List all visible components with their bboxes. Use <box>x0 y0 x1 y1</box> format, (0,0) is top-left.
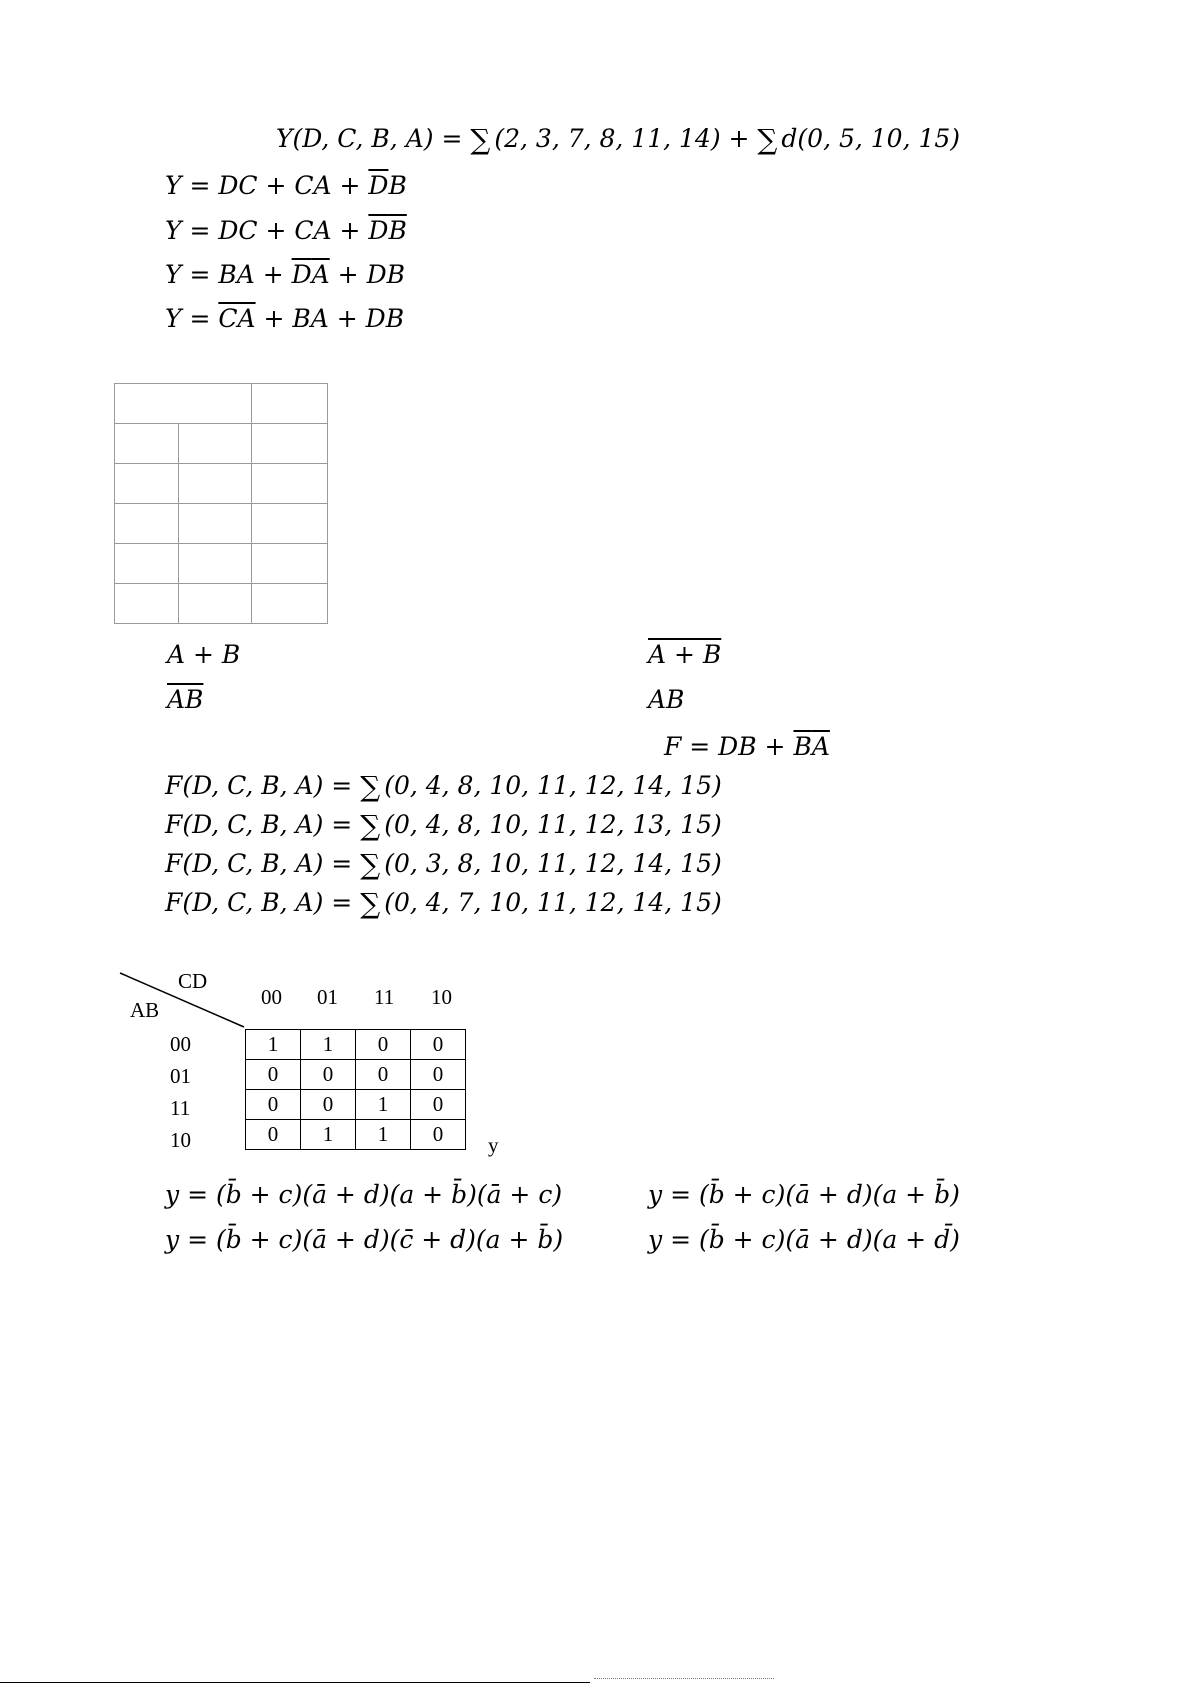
table-row <box>246 1030 466 1060</box>
q4-option-a: y = (b̄ + c)(ā + d)(a + b̄)(ā + c) <box>165 1180 563 1209</box>
q4-option-d: y = (b̄ + c)(ā + d)(a + d̄) <box>648 1225 960 1254</box>
footer-rule <box>0 1682 590 1683</box>
kmap-cell: 0 <box>356 1060 411 1090</box>
table-row <box>246 1090 466 1120</box>
q1-option-a: Y = DC + CA + $\overline{D}B$ <box>165 171 407 200</box>
kmap-row-header: 01 <box>170 1064 191 1088</box>
q1-option-b: Y = DC + CA + $\overline{D}\overline{B}$ <box>165 216 407 245</box>
table-row <box>115 584 328 624</box>
kmap-cell: 0 <box>411 1060 466 1090</box>
table-row <box>115 504 328 544</box>
sigma-icon: ∑ <box>757 123 778 156</box>
kmap-col-header: 00 <box>261 985 282 1009</box>
q2-option-c: $\overline{AB}$ <box>167 685 204 714</box>
q1-statement-lhs: Y(D, C, B, A) = <box>276 124 471 153</box>
kmap-cell: 1 <box>246 1030 301 1060</box>
kmap-cell: 0 <box>301 1060 356 1090</box>
sigma-icon: ∑ <box>360 887 381 920</box>
q2-option-d: AB <box>648 685 685 714</box>
kmap-cell: 0 <box>246 1090 301 1120</box>
q3-option-b: F(D, C, B, A) = ∑ (0, 4, 8, 10, 11, 12, 13, 15) <box>165 809 722 842</box>
karnaugh-map <box>118 965 518 1165</box>
q3-option-a: F(D, C, B, A) = ∑ (0, 4, 8, 10, 11, 12, 14, 15) <box>165 770 722 803</box>
kmap-cell: 0 <box>411 1120 466 1150</box>
kmap-cell: 0 <box>411 1090 466 1120</box>
kmap-col-header: 11 <box>374 985 395 1009</box>
kmap-column-variable: CD <box>178 969 208 993</box>
kmap-cell: 1 <box>356 1090 411 1120</box>
q3-given-function: F = DB + $\overline{B}\overline{A}$ <box>664 732 830 761</box>
kmap-col-header: 01 <box>317 985 338 1009</box>
kmap-row-header: 10 <box>170 1128 191 1152</box>
kmap-cell: 1 <box>356 1120 411 1150</box>
q2-option-a: A + B <box>167 640 241 669</box>
q1-statement <box>276 123 961 156</box>
kmap-row-header: 00 <box>170 1032 191 1056</box>
sigma-icon: ∑ <box>470 123 491 156</box>
q4-option-c: y = (b̄ + c)(ā + d)(c̄ + d)(a + b̄) <box>165 1225 564 1254</box>
kmap-col-header: 10 <box>431 985 452 1009</box>
sigma-icon: ∑ <box>360 848 381 881</box>
q1-option-c: Y = BA + $\overline{D}\overline{A}$ + DB <box>165 260 405 289</box>
kmap-row-variable: AB <box>130 998 160 1022</box>
q1-statement-minterms: (2, 3, 7, 8, 11, 14) + <box>494 124 758 153</box>
kmap-output-label: y <box>488 1133 499 1157</box>
kmap-cell: 0 <box>246 1120 301 1150</box>
table-row <box>246 1120 466 1150</box>
kmap-row-header: 11 <box>170 1096 191 1120</box>
sigma-icon: ∑ <box>360 809 381 842</box>
q3-option-c: F(D, C, B, A) = ∑ (0, 3, 8, 10, 11, 12, 14, 15) <box>165 848 722 881</box>
table-row <box>115 464 328 504</box>
table-row <box>115 384 328 424</box>
table-row <box>246 1060 466 1090</box>
kmap-cell: 1 <box>301 1120 356 1150</box>
kmap-grid <box>245 1029 466 1150</box>
q3-option-d: F(D, C, B, A) = ∑ (0, 4, 7, 10, 11, 12, 14, 15) <box>165 887 722 920</box>
q1-option-d: $Y = \overline{C}\overline{A}$ + BA + DB <box>165 304 405 333</box>
truth-table <box>114 383 328 624</box>
table-row <box>115 424 328 464</box>
sigma-icon: ∑ <box>360 770 381 803</box>
kmap-cell: 0 <box>301 1090 356 1120</box>
q2-option-b: A + B <box>648 640 722 669</box>
kmap-cell: 0 <box>411 1030 466 1060</box>
footer-dotted-rule <box>594 1678 774 1683</box>
kmap-cell: 0 <box>246 1060 301 1090</box>
kmap-cell: 0 <box>356 1030 411 1060</box>
table-row <box>115 544 328 584</box>
q4-option-b: y = (b̄ + c)(ā + d)(a + b̄) <box>648 1180 960 1209</box>
q1-statement-dontcares: d(0, 5, 10, 15) <box>781 124 961 153</box>
kmap-cell: 1 <box>301 1030 356 1060</box>
